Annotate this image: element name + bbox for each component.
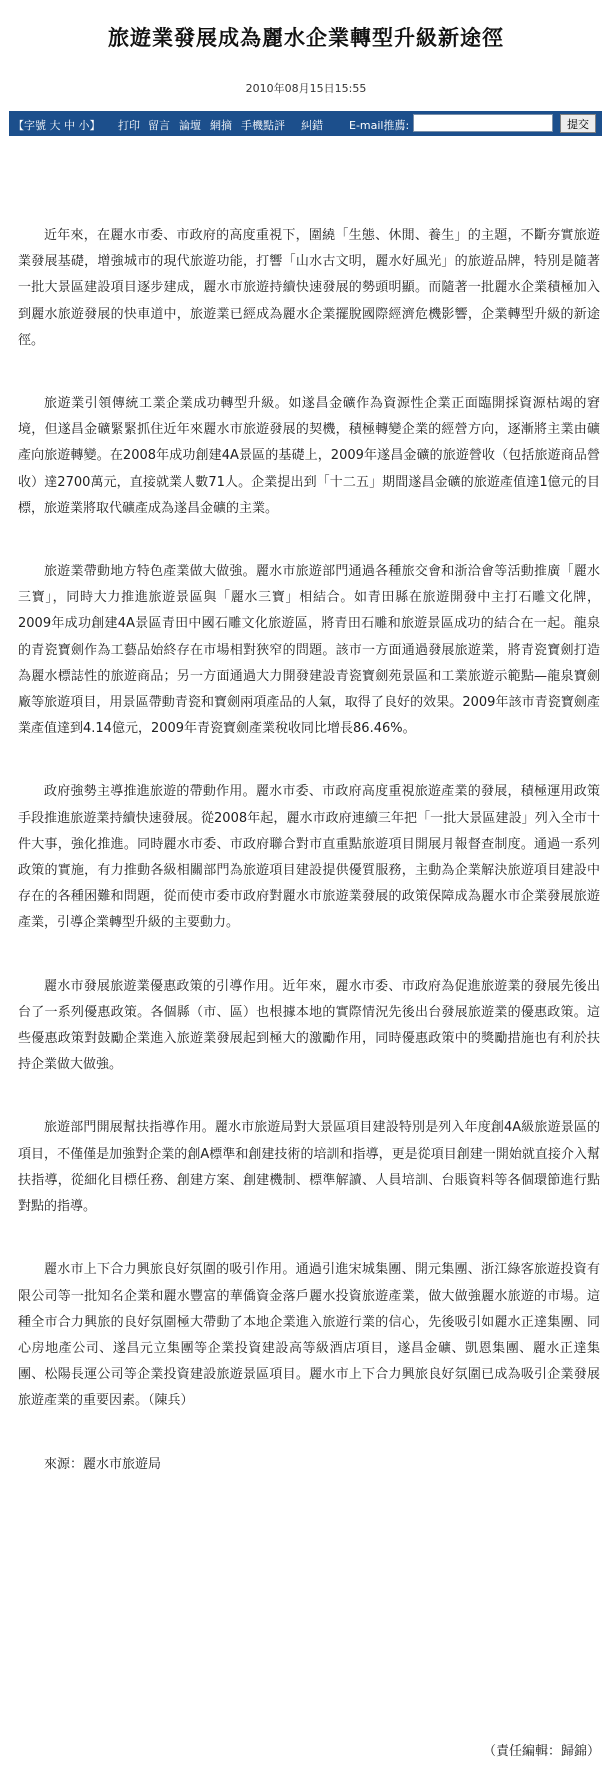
comment-link[interactable]: 留言	[148, 119, 170, 132]
responsible-editor: （責任編輯：歸錦）	[482, 1744, 600, 1759]
article-title: 旅遊業發展成為麗水企業轉型升級新途徑	[108, 26, 504, 50]
article-toolbar	[9, 111, 602, 136]
report-error-link[interactable]: 糾錯	[301, 119, 323, 132]
bookmark-link[interactable]: 網摘	[210, 119, 232, 132]
article-paragraph: 麗水市上下合力興旅良好氛圍的吸引作用。通過引進宋城集團、開元集團、浙江綠客旅遊投資有限公司等一批知名企業和麗水豐富的華僑資金落戶麗水投資旅遊產業，做大做強麗水旅遊的市場。這種全市合力興旅的良好氛圍極大帶動了本地企業進入旅遊行業的信心，先後吸引如麗水正達集團、同心房地產公司、遂昌元立集團等企業投資建設高等級酒店項目，遂昌金礦、凱恩集團、麗水正達集團、松陽長運公司等企業投資建設旅遊景區項目。麗水市上下合力興旅良好氛圍已成為吸引企業發展旅遊產業的重要因素。（陳兵）	[18, 1262, 600, 1409]
article-paragraph: 近年來，在麗水市委、市政府的高度重視下，圍繞「生態、休閒、養生」的主題，不斷夯實旅遊業發展基礎，增強城市的現代旅遊功能，打響「山水古文明，麗水好風光」的旅遊品牌，特別是隨著一批大景區建設項目逐步建成，麗水市旅遊持續快速發展的勢頭明顯。而隨著一批麗水企業積極加入到麗水旅遊發展的快車道中，旅遊業已經成為麗水企業擺脫國際經濟危機影響，企業轉型升級的新途徑。	[18, 228, 600, 348]
email-input[interactable]	[413, 114, 553, 132]
forum-link[interactable]: 論壇	[179, 119, 201, 132]
article-paragraph: 麗水市發展旅遊業優惠政策的引導作用。近年來，麗水市委、市政府為促進旅遊業的發展先後出台了一系列優惠政策。各個縣（市、區）也根據本地的實際情況先後出台發展旅遊業的優惠政策。這些優惠政策對鼓勵企業進入旅遊業發展起到極大的激勵作用，同時優惠政策中的獎勵措施也有利於扶持企業做大做強。	[18, 978, 600, 1073]
article-paragraph: 旅遊業引領傳統工業企業成功轉型升級。如遂昌金礦作為資源性企業正面臨開採資源枯竭的窘境，但遂昌金礦緊緊抓住近年來麗水市旅遊發展的契機，積極轉變企業的經營方向，逐漸將主業由礦產向旅遊轉變。在2008年成功創建4A景區的基礎上，2009年遂昌金礦的旅遊營收（包括旅遊商品營收）達2700萬元，直接就業人數71人。企業提出到「十二五」期間遂昌金礦的旅遊產值達1億元的目標，旅遊業將取代礦產成為遂昌金礦的主業。	[18, 396, 600, 516]
mobile-review-link[interactable]: 手機點評	[241, 119, 285, 132]
submit-button[interactable]: 提交	[560, 114, 596, 133]
article-body	[18, 223, 600, 1515]
article-paragraph: 旅遊部門開展幫扶指導作用。麗水市旅遊局對大景區項目建設特別是列入年度創4A級旅遊景區的項目，不僅僅是加強對企業的創A標準和創建技術的培訓和指導，更是從項目創建一開始就直接介入幫扶指導，從細化目標任務、創建方案、創建機制、標準解讀、人員培訓、台賬資料等各個環節進行點對點的指導。	[18, 1120, 600, 1215]
email-recommend-label: E-mail推薦:	[349, 119, 410, 132]
print-link[interactable]: 打印	[118, 119, 140, 132]
article-source: 來源：麗水市旅遊局	[44, 1456, 162, 1472]
font-size-selector[interactable]: 【字號 大 中 小】	[13, 119, 101, 132]
article-paragraph: 旅遊業帶動地方特色產業做大做強。麗水市旅遊部門通過各種旅交會和浙洽會等活動推廣「麗水三寶」，同時大力推進旅遊景區與「麗水三寶」相結合。如青田縣在旅遊開發中主打石雕文化牌，2009年成功創建4A景區青田中國石雕文化旅遊區，將青田石雕和旅遊景區成功的結合在一起。龍泉的青瓷寶劍作為工藝品始終存在市場相對狹窄的問題。該市一方面通過發展旅遊業，將青瓷寶劍打造為麗水標誌性的旅遊商品；另一方面通過大力開發建設青瓷寶劍苑景區和工業旅遊示範點—龍泉寶劍廠等旅遊項目，用景區帶動青瓷和寶劍兩項產品的人氣，取得了良好的效果。2009年該市青瓷寶劍產業產值達到4.14億元，2009年青瓷寶劍產業稅收同比增長86.46%。	[18, 564, 600, 737]
publish-datetime: 2010年08月15日15:55	[245, 82, 367, 95]
article-paragraph: 政府強勢主導推進旅遊的帶動作用。麗水市委、市政府高度重視旅遊產業的發展，積極運用政策手段推進旅遊業持續快速發展。從2008年起，麗水市政府連續三年把「一批大景區建設」列入全市十件大事，強化推進。同時麗水市委、市政府聯合對市直重點旅遊項目開展月報督查制度。通過一系列政策的實施，有力推動各級相關部門為旅遊項目建設提供優質服務，主動為企業解決旅遊項目建設中存在的各種困難和問題，從而使市委市政府對麗水市旅遊業發展的政策保障成為麗水市企業發展旅遊產業，引導企業轉型升級的主要動力。	[18, 784, 600, 931]
